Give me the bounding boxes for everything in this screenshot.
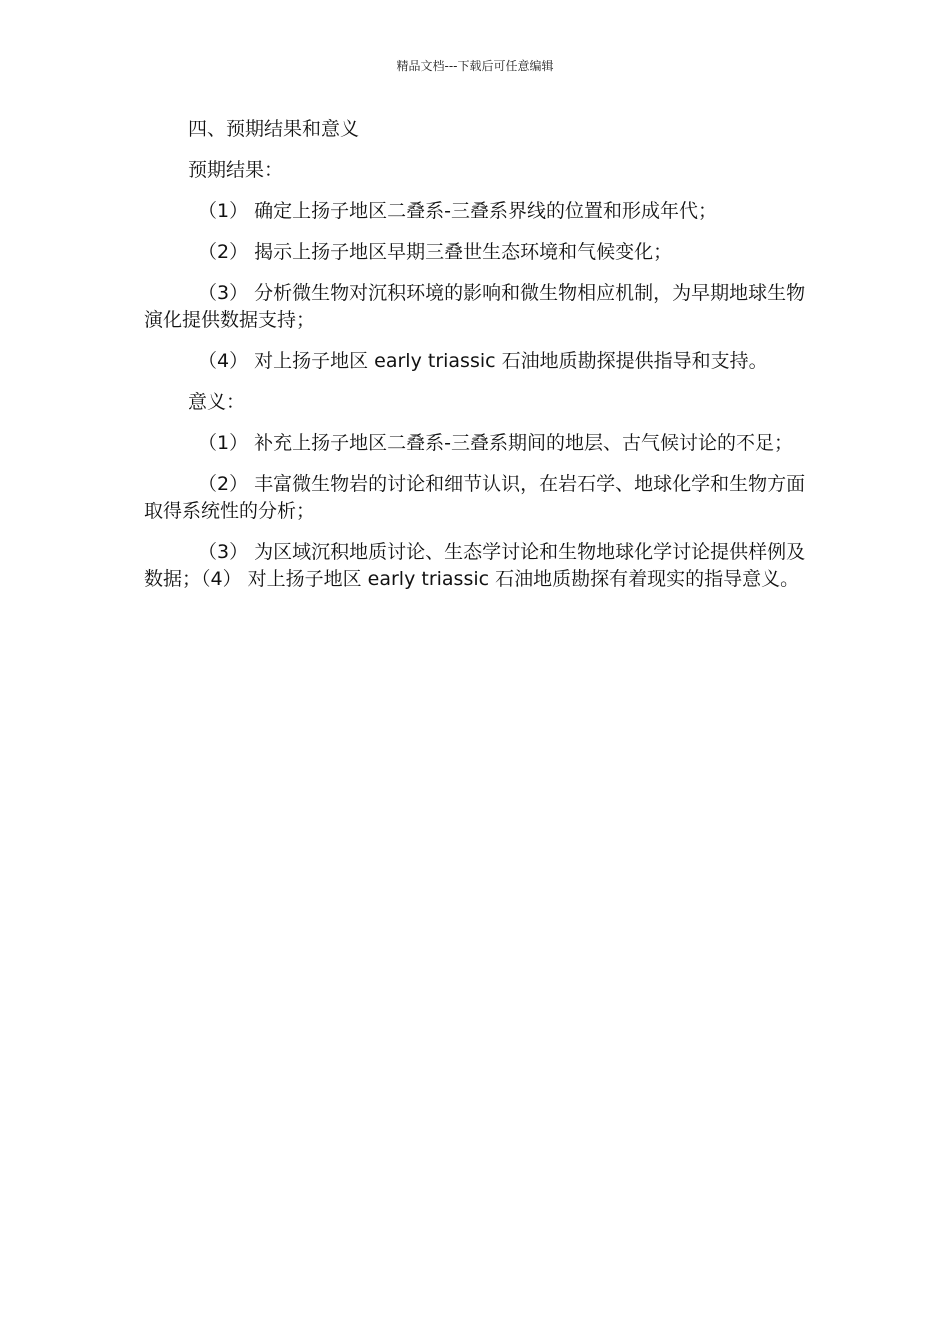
section-title: 四、预期结果和意义 xyxy=(188,118,360,140)
significance-item-3: （3） 为区域沉积地质讨论、生态学讨论和生物地球化学讨论提供样例及数据；（4） 对上扬子地区 early triassic 石油地质勘探有着现实的指导意义。 xyxy=(144,541,806,590)
result-item-4: （4） 对上扬子地区 early triassic 石油地质勘探提供指导和支持。 xyxy=(198,350,768,372)
significance-item-1: （1） 补充上扬子地区二叠系-三叠系期间的地层、古气候讨论的不足； xyxy=(198,432,793,454)
result-item-2: （2） 揭示上扬子地区早期三叠世生态环境和气候变化； xyxy=(198,241,673,263)
results-heading: 预期结果： xyxy=(188,159,284,181)
significance-item-2: （2） 丰富微生物岩的讨论和细节认识，在岩石学、地球化学和生物方面取得系统性的分析； xyxy=(144,473,806,522)
page-header: 精品文档---下载后可任意编辑 xyxy=(396,59,554,73)
significance-heading: 意义： xyxy=(188,391,246,413)
result-item-1: （1） 确定上扬子地区二叠系-三叠系界线的位置和形成年代； xyxy=(198,200,717,222)
document-body xyxy=(144,116,814,607)
result-item-3: （3） 分析微生物对沉积环境的影响和微生物相应机制，为早期地球生物演化提供数据支持； xyxy=(144,282,806,331)
